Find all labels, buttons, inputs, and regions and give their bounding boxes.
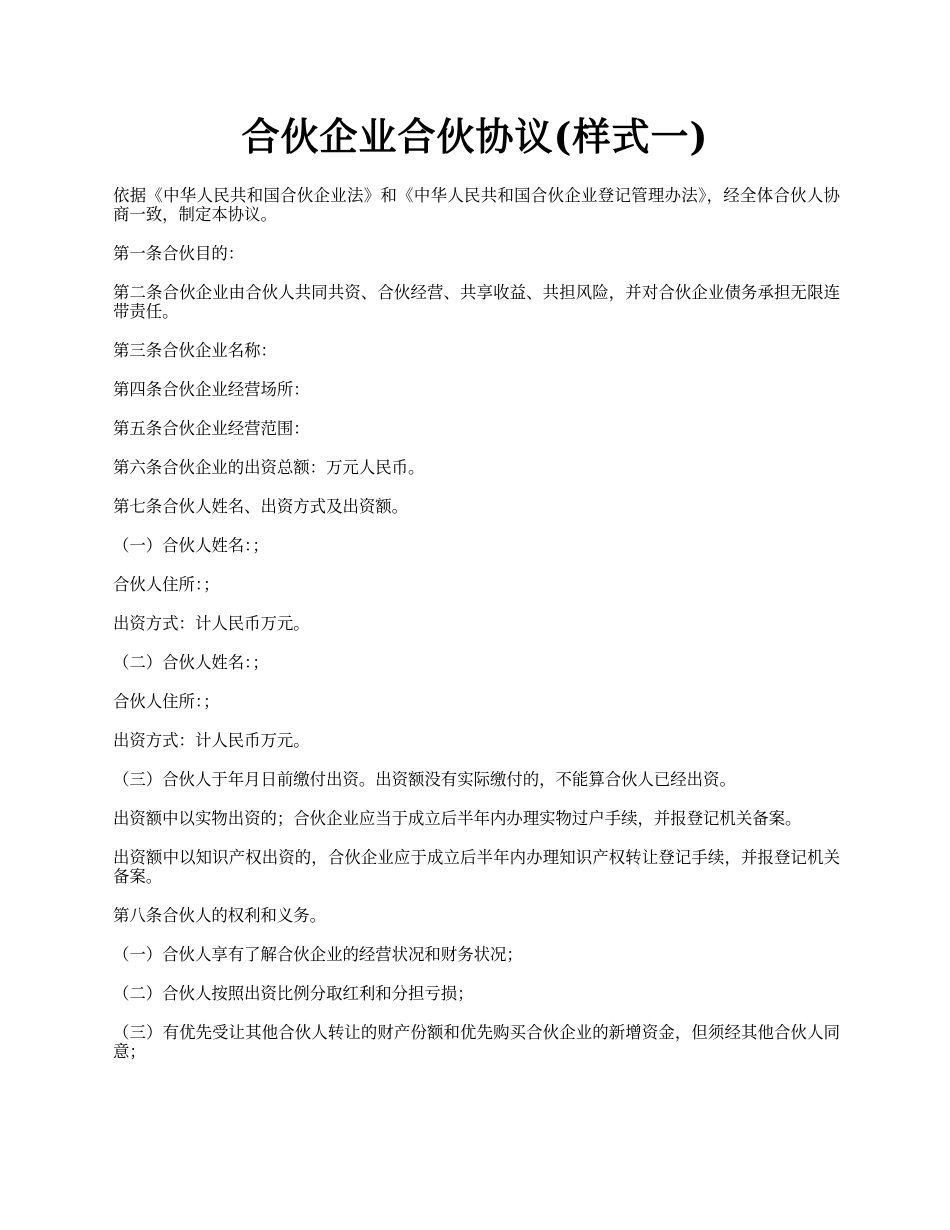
- paragraph-article-6: 第六条合伙企业的出资总额：万元人民币。: [113, 458, 425, 477]
- paragraph-article-1: 第一条合伙目的：: [113, 244, 245, 263]
- paragraph-article-2: 第二条合伙企业由合伙人共同共资、合伙经营、共享收益、共担风险，并对合伙企业债务承担无限连带责任。: [113, 283, 840, 321]
- document-body: [113, 186, 840, 1081]
- paragraph-partner-2-name: （二）合伙人姓名：；: [113, 653, 269, 672]
- paragraph-partner-1-address: 合伙人住所：；: [113, 575, 220, 594]
- paragraph-partner-2-address: 合伙人住所：；: [113, 692, 220, 711]
- paragraph-article-4: 第四条合伙企业经营场所：: [113, 380, 310, 399]
- paragraph-article-8: 第八条合伙人的权利和义务。: [113, 906, 327, 925]
- paragraph-article-3: 第三条合伙企业名称：: [113, 341, 277, 360]
- paragraph-partner-1-contribution: 出资方式：计人民币万元。: [113, 614, 310, 633]
- paragraph-ip-contribution: 出资额中以知识产权出资的，合伙企业应于成立后半年内办理知识产权转让登记手续，并报登记机关备案。: [113, 848, 840, 886]
- paragraph-payment-deadline: （三）合伙人于年月日前缴付出资。出资额没有实际缴付的，不能算合伙人已经出资。: [113, 770, 736, 789]
- paragraph-right-3: （三）有优先受让其他合伙人转让的财产份额和优先购买合伙企业的新增资金，但须经其他合伙人同意；: [113, 1023, 840, 1061]
- paragraph-right-1: （一）合伙人享有了解合伙企业的经营状况和财务状况；: [113, 945, 523, 964]
- document-title: 合伙企业合伙协议(样式一): [241, 114, 709, 159]
- paragraph-in-kind-contribution: 出资额中以实物出资的；合伙企业应当于成立后半年内办理实物过户手续，并报登记机关备案。: [113, 809, 802, 828]
- paragraph-preamble: 依据《中华人民共和国合伙企业法》和《中华人民共和国合伙企业登记管理办法》，经全体合伙人协商一致，制定本协议。: [113, 186, 840, 224]
- paragraph-article-5: 第五条合伙企业经营范围：: [113, 419, 310, 438]
- paragraph-right-2: （二）合伙人按照出资比例分取红利和分担亏损；: [113, 984, 474, 1003]
- paragraph-partner-2-contribution: 出资方式：计人民币万元。: [113, 731, 310, 750]
- paragraph-article-7: 第七条合伙人姓名、出资方式及出资额。: [113, 497, 409, 516]
- paragraph-partner-1-name: （一）合伙人姓名：；: [113, 536, 269, 555]
